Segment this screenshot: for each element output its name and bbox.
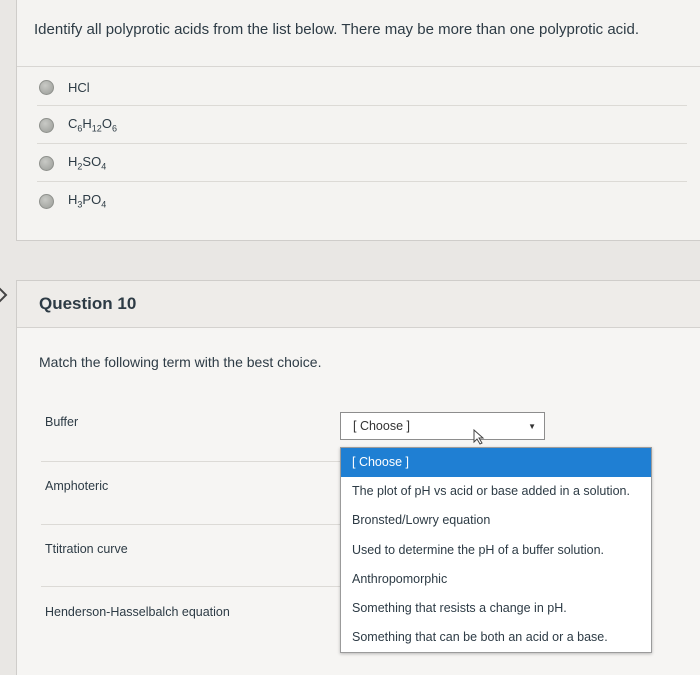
select-value: [ Choose ] (353, 419, 410, 433)
radio-button[interactable] (39, 80, 54, 95)
dropdown-option[interactable]: Used to determine the pH of a buffer solution. (352, 543, 605, 557)
option-hcl[interactable] (37, 68, 687, 106)
option-label: $C_6H_{12}O_6$ (68, 116, 117, 134)
select-dropdown-list (340, 447, 652, 653)
divider (41, 524, 341, 525)
dropdown-option[interactable]: [ Choose ] (341, 448, 651, 477)
radio-button[interactable] (39, 156, 54, 171)
term-amphoteric: Amphoteric (45, 479, 109, 493)
dropdown-option[interactable]: The plot of pH vs acid or base added in a solution. (352, 484, 630, 498)
caret-down-icon: ▼ (528, 422, 536, 431)
question-9-prompt: Identify all polyprotic acids from the list below. There may be more than one polyprotic acid. (34, 21, 640, 38)
mouse-pointer-icon (473, 429, 485, 448)
question-10-card (16, 280, 700, 675)
radio-button[interactable] (39, 118, 54, 133)
option-phosphoric-acid[interactable] (37, 182, 687, 220)
radio-button[interactable] (39, 194, 54, 209)
mouse-pointer-icon-svg (473, 429, 485, 445)
dropdown-option[interactable]: Anthropomorphic (352, 572, 448, 586)
dropdown-option[interactable]: Something that can be both an acid or a base. (352, 630, 608, 644)
divider (17, 66, 700, 67)
option-glucose[interactable] (37, 106, 687, 144)
chevron-right-icon-svg (0, 284, 10, 306)
divider (41, 461, 341, 462)
option-label: $H_3PO_4$ (68, 192, 107, 210)
option-label: HCl (68, 79, 90, 95)
option-sulfuric-acid[interactable] (37, 144, 687, 182)
term-henderson-hasselbalch: Henderson-Hasselbalch equation (45, 605, 230, 619)
dropdown-option[interactable]: Something that resists a change in pH. (352, 601, 567, 615)
question-10-prompt: Match the following term with the best choice. (39, 354, 322, 370)
divider (41, 586, 341, 587)
question-title: Question 10 (39, 294, 137, 313)
term-buffer: Buffer (45, 415, 79, 429)
question-header (17, 281, 700, 328)
option-label: $H_2SO_4$ (68, 154, 107, 172)
term-titration-curve: Ttitration curve (45, 542, 128, 556)
question-9-card (16, 0, 700, 241)
dropdown-option[interactable]: Bronsted/Lowry equation (352, 513, 491, 527)
chevron-right-icon[interactable] (0, 284, 12, 306)
match-select-buffer[interactable] (340, 412, 545, 440)
